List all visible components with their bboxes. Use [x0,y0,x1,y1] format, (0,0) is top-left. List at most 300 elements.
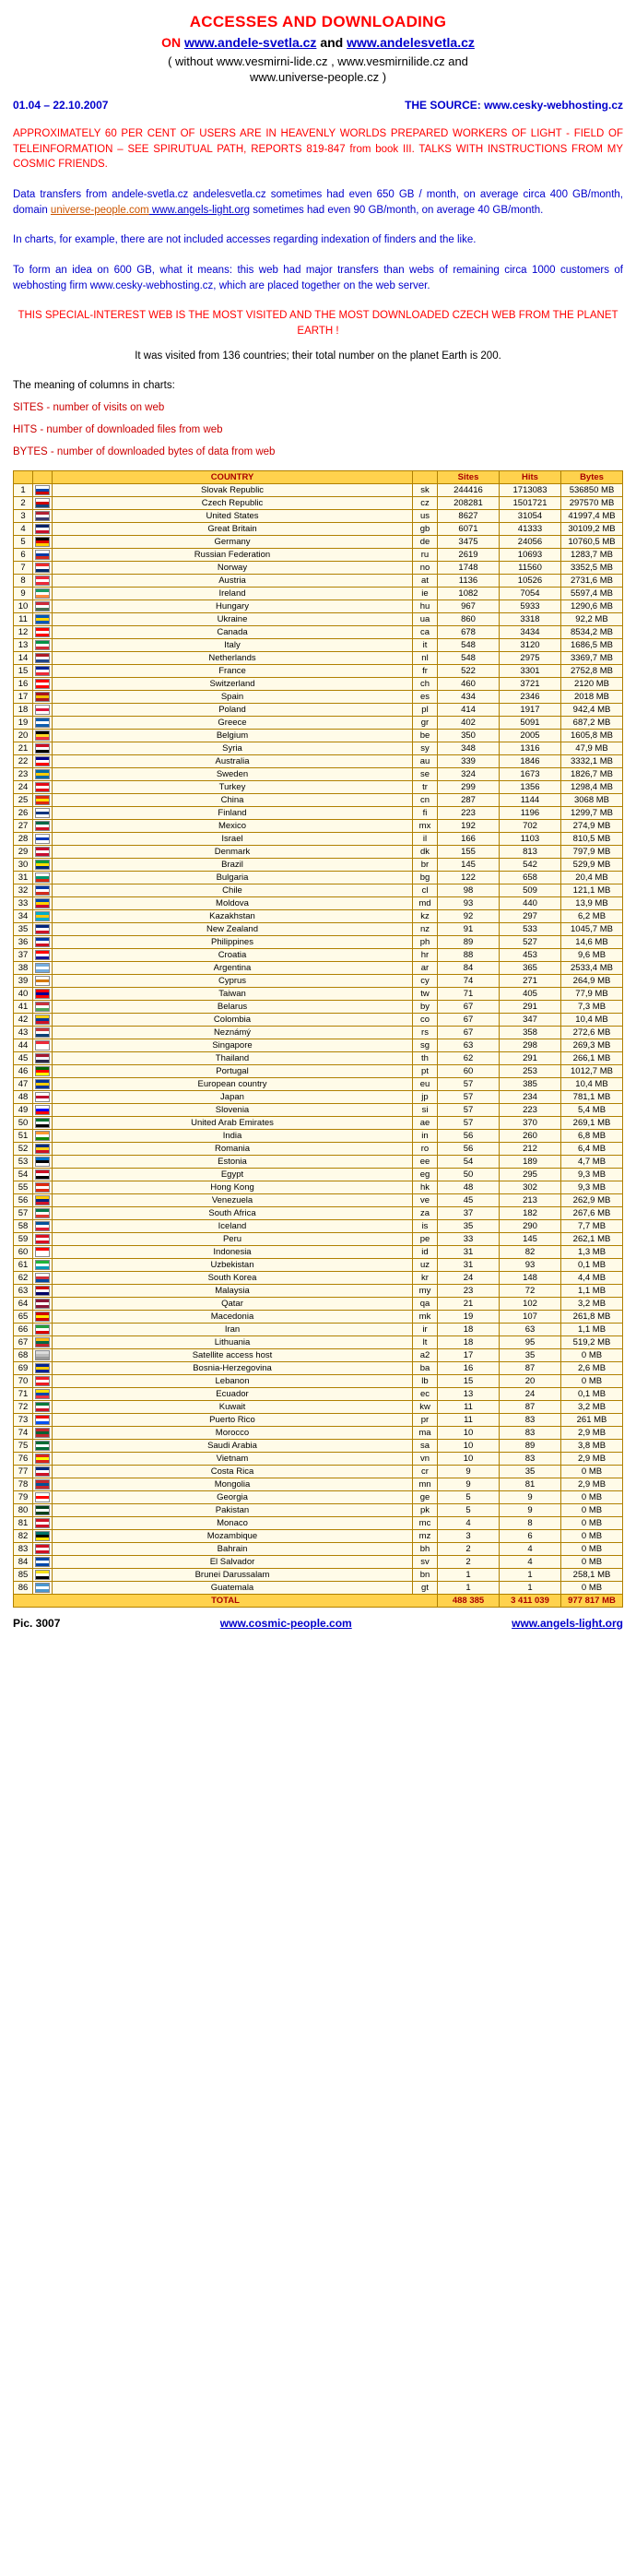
row-sites: 1 [438,1581,500,1594]
row-code: pe [413,1232,438,1245]
row-index: 69 [14,1361,33,1374]
row-sites: 287 [438,793,500,806]
row-hits: 212 [500,1142,561,1155]
row-hits: 297 [500,909,561,922]
row-bytes: 519,2 MB [561,1335,623,1348]
row-sites: 1082 [438,587,500,599]
row-hits: 145 [500,1232,561,1245]
table-row [14,987,623,1000]
row-sites: 16 [438,1361,500,1374]
row-hits: 5933 [500,599,561,612]
row-bytes: 261,8 MB [561,1310,623,1323]
row-hits: 253 [500,1064,561,1077]
row-country: Morocco [53,1426,413,1439]
row-country: Macedonia [53,1310,413,1323]
table-row [14,483,623,496]
row-hits: 260 [500,1129,561,1142]
row-index: 84 [14,1555,33,1568]
table-row [14,1361,623,1374]
row-index: 37 [14,948,33,961]
table-row [14,664,623,677]
table-row [14,1116,623,1129]
row-bytes: 1299,7 MB [561,806,623,819]
row-country: Egypt [53,1168,413,1181]
row-bytes: 1290,6 MB [561,599,623,612]
row-hits: 358 [500,1026,561,1039]
table-row [14,780,623,793]
link-andele-svetla[interactable]: www.andele-svetla.cz [184,35,317,50]
row-code: eu [413,1077,438,1090]
row-sites: 460 [438,677,500,690]
row-code: de [413,535,438,548]
row-index: 82 [14,1529,33,1542]
table-row [14,677,623,690]
row-code: at [413,574,438,587]
flag-icon [33,806,53,819]
link-andelesvetla[interactable]: www.andelesvetla.cz [347,35,475,50]
row-sites: 88 [438,948,500,961]
row-code: bn [413,1568,438,1581]
row-sites: 89 [438,935,500,948]
row-code: bg [413,871,438,884]
table-row [14,1490,623,1503]
row-bytes: 3,8 MB [561,1439,623,1452]
row-index: 26 [14,806,33,819]
row-code: tr [413,780,438,793]
row-sites: 24 [438,1271,500,1284]
row-bytes: 269,3 MB [561,1039,623,1051]
and-label: and [320,35,344,50]
row-hits: 87 [500,1400,561,1413]
without-line-1: ( without www.vesmirni-lide.cz , www.vesmirnilide.cz and [168,54,468,68]
row-bytes: 264,9 MB [561,974,623,987]
row-country: Iceland [53,1219,413,1232]
row-hits: 1 [500,1581,561,1594]
row-sites: 33 [438,1232,500,1245]
table-row [14,1323,623,1335]
row-code: fi [413,806,438,819]
row-bytes: 2731,6 MB [561,574,623,587]
flag-icon [33,1000,53,1013]
link-universe-people[interactable]: universe-people.com [50,204,149,216]
row-bytes: 0,1 MB [561,1258,623,1271]
row-bytes: 272,6 MB [561,1026,623,1039]
table-row [14,716,623,729]
row-index: 60 [14,1245,33,1258]
flag-icon [33,884,53,896]
row-code: co [413,1013,438,1026]
table-row [14,599,623,612]
row-bytes: 810,5 MB [561,832,623,845]
row-country: Bulgaria [53,871,413,884]
row-hits: 453 [500,948,561,961]
row-country: Mozambique [53,1529,413,1542]
row-sites: 348 [438,742,500,754]
table-row [14,922,623,935]
row-index: 54 [14,1168,33,1181]
table-row [14,703,623,716]
table-row [14,1155,623,1168]
row-hits: 189 [500,1155,561,1168]
row-bytes: 9,3 MB [561,1181,623,1193]
row-bytes: 267,6 MB [561,1206,623,1219]
table-row [14,1503,623,1516]
row-country: Japan [53,1090,413,1103]
row-index: 45 [14,1051,33,1064]
row-country: United Arab Emirates [53,1116,413,1129]
row-bytes: 2752,8 MB [561,664,623,677]
row-hits: 813 [500,845,561,858]
row-bytes: 1,3 MB [561,1245,623,1258]
row-index: 6 [14,548,33,561]
row-hits: 2975 [500,651,561,664]
row-bytes: 3369,7 MB [561,651,623,664]
row-hits: 20 [500,1374,561,1387]
row-bytes: 0 MB [561,1490,623,1503]
row-index: 41 [14,1000,33,1013]
row-hits: 72 [500,1284,561,1297]
flag-icon [33,1284,53,1297]
row-country: Portugal [53,1064,413,1077]
flag-icon [33,1568,53,1581]
flag-icon [33,1452,53,1465]
flag-icon [33,1297,53,1310]
row-country: Costa Rica [53,1465,413,1478]
row-code: cz [413,496,438,509]
flag-icon [33,742,53,754]
row-country: Chile [53,884,413,896]
row-index: 8 [14,574,33,587]
row-hits: 302 [500,1181,561,1193]
table-row [14,496,623,509]
row-index: 39 [14,974,33,987]
flag-icon [33,1310,53,1323]
row-bytes: 0 MB [561,1374,623,1387]
row-country: Ukraine [53,612,413,625]
row-index: 73 [14,1413,33,1426]
row-sites: 10 [438,1452,500,1465]
row-bytes: 0 MB [561,1542,623,1555]
row-index: 59 [14,1232,33,1245]
flag-icon [33,1064,53,1077]
row-sites: 2619 [438,548,500,561]
row-hits: 8 [500,1516,561,1529]
row-hits: 295 [500,1168,561,1181]
row-code: mc [413,1516,438,1529]
row-code: ee [413,1155,438,1168]
row-hits: 3434 [500,625,561,638]
table-row [14,845,623,858]
table-row [14,1310,623,1323]
row-index: 38 [14,961,33,974]
row-hits: 83 [500,1426,561,1439]
flag-icon [33,1090,53,1103]
source-label: THE SOURCE: www.cesky-webhosting.cz [405,99,623,112]
row-index: 29 [14,845,33,858]
row-country: Great Britain [53,522,413,535]
row-sites: 57 [438,1116,500,1129]
row-code: lb [413,1374,438,1387]
row-sites: 2 [438,1555,500,1568]
row-index: 78 [14,1478,33,1490]
row-country: South Korea [53,1271,413,1284]
table-row [14,729,623,742]
row-country: Cyprus [53,974,413,987]
row-index: 63 [14,1284,33,1297]
row-bytes: 0 MB [561,1465,623,1478]
row-bytes: 41997,4 MB [561,509,623,522]
row-country: Estonia [53,1155,413,1168]
row-index: 66 [14,1323,33,1335]
row-sites: 434 [438,690,500,703]
row-index: 43 [14,1026,33,1039]
row-hits: 271 [500,974,561,987]
th-country: COUNTRY [53,470,413,483]
flag-icon [33,1323,53,1335]
table-row [14,1348,623,1361]
table-row [14,625,623,638]
row-index: 28 [14,832,33,845]
row-code: au [413,754,438,767]
row-index: 21 [14,742,33,754]
row-hits: 31054 [500,509,561,522]
row-code: it [413,638,438,651]
row-bytes: 7,7 MB [561,1219,623,1232]
date-range: 01.04 – 22.10.2007 [13,99,109,112]
row-hits: 35 [500,1348,561,1361]
row-sites: 1 [438,1568,500,1581]
row-hits: 347 [500,1013,561,1026]
row-sites: 71 [438,987,500,1000]
row-code: is [413,1219,438,1232]
flag-icon [33,1026,53,1039]
table-row [14,1426,623,1439]
row-index: 24 [14,780,33,793]
footer-link-cosmic-people[interactable]: www.cosmic-people.com [219,1616,352,1630]
table-row [14,1284,623,1297]
flag-icon [33,1542,53,1555]
row-bytes: 781,1 MB [561,1090,623,1103]
row-index: 48 [14,1090,33,1103]
row-hits: 3318 [500,612,561,625]
row-code: vn [413,1452,438,1465]
table-row [14,806,623,819]
flag-icon [33,1232,53,1245]
table-row [14,561,623,574]
table-row [14,1142,623,1155]
row-sites: 31 [438,1245,500,1258]
row-code: br [413,858,438,871]
row-hits: 148 [500,1271,561,1284]
row-country: Vietnam [53,1452,413,1465]
row-bytes: 536850 MB [561,483,623,496]
row-index: 7 [14,561,33,574]
table-row [14,1245,623,1258]
row-sites: 35 [438,1219,500,1232]
table-row [14,651,623,664]
row-code: be [413,729,438,742]
row-hits: 440 [500,896,561,909]
flag-icon [33,1219,53,1232]
picture-number: Pic. 3007 [13,1616,61,1630]
table-row [14,1452,623,1465]
row-hits: 1 [500,1568,561,1581]
row-sites: 18 [438,1335,500,1348]
row-bytes: 1,1 MB [561,1284,623,1297]
row-country: Malaysia [53,1284,413,1297]
row-country: Brazil [53,858,413,871]
row-code: ro [413,1142,438,1155]
row-country: Italy [53,638,413,651]
row-code: th [413,1051,438,1064]
flag-icon [33,754,53,767]
row-code: pr [413,1413,438,1426]
table-row [14,1181,623,1193]
row-bytes: 297570 MB [561,496,623,509]
row-code: ve [413,1193,438,1206]
row-bytes: 3,2 MB [561,1297,623,1310]
row-sites: 21 [438,1297,500,1310]
row-index: 83 [14,1542,33,1555]
row-hits: 1356 [500,780,561,793]
row-bytes: 5597,4 MB [561,587,623,599]
page-footer [13,1617,623,1630]
row-sites: 9 [438,1465,500,1478]
row-code: se [413,767,438,780]
row-bytes: 2,6 MB [561,1361,623,1374]
row-bytes: 261 MB [561,1413,623,1426]
table-row [14,819,623,832]
row-country: Lithuania [53,1335,413,1348]
flag-icon [33,780,53,793]
table-row [14,1478,623,1490]
row-sites: 244416 [438,483,500,496]
row-index: 2 [14,496,33,509]
flag-icon [33,1361,53,1374]
row-sites: 37 [438,1206,500,1219]
row-index: 62 [14,1271,33,1284]
row-sites: 84 [438,961,500,974]
row-hits: 182 [500,1206,561,1219]
row-index: 61 [14,1258,33,1271]
table-row [14,509,623,522]
table-row [14,1051,623,1064]
row-hits: 658 [500,871,561,884]
row-sites: 350 [438,729,500,742]
flag-icon [33,845,53,858]
flag-icon [33,1439,53,1452]
row-sites: 50 [438,1168,500,1181]
row-country: Mexico [53,819,413,832]
flag-icon [33,1374,53,1387]
row-hits: 365 [500,961,561,974]
table-row [14,935,623,948]
row-index: 56 [14,1193,33,1206]
row-hits: 1501721 [500,496,561,509]
flag-icon [33,677,53,690]
row-index: 34 [14,909,33,922]
flag-icon [33,1348,53,1361]
row-code: rs [413,1026,438,1039]
row-index: 31 [14,871,33,884]
row-bytes: 14,6 MB [561,935,623,948]
table-body [14,483,623,1594]
row-hits: 213 [500,1193,561,1206]
row-bytes: 0,1 MB [561,1387,623,1400]
row-bytes: 529,9 MB [561,858,623,871]
flag-icon [33,483,53,496]
row-index: 67 [14,1335,33,1348]
row-bytes: 1298,4 MB [561,780,623,793]
row-bytes: 10760,5 MB [561,535,623,548]
row-sites: 10 [438,1426,500,1439]
table-row [14,1206,623,1219]
row-sites: 31 [438,1258,500,1271]
row-hits: 1144 [500,793,561,806]
table-row [14,948,623,961]
row-hits: 298 [500,1039,561,1051]
row-index: 16 [14,677,33,690]
flag-icon [33,703,53,716]
row-country: Bosnia-Herzegovina [53,1361,413,1374]
flag-icon [33,832,53,845]
row-sites: 3 [438,1529,500,1542]
paragraph-transfers [13,187,623,218]
row-index: 65 [14,1310,33,1323]
row-index: 27 [14,819,33,832]
flag-icon [33,1503,53,1516]
table-row [14,1271,623,1284]
row-index: 80 [14,1503,33,1516]
flag-icon [33,716,53,729]
row-sites: 122 [438,871,500,884]
row-index: 36 [14,935,33,948]
link-angels-light[interactable]: www.angels-light.org [148,204,250,216]
row-country: Greece [53,716,413,729]
row-country: Australia [53,754,413,767]
row-country: Guatemala [53,1581,413,1594]
row-country: Czech Republic [53,496,413,509]
table-row [14,1168,623,1181]
row-country: Kazakhstan [53,909,413,922]
row-sites: 67 [438,1000,500,1013]
meaning-intro: The meaning of columns in charts: [13,379,175,391]
row-bytes: 2,9 MB [561,1478,623,1490]
row-hits: 24056 [500,535,561,548]
row-code: ua [413,612,438,625]
row-bytes: 4,4 MB [561,1271,623,1284]
row-sites: 56 [438,1129,500,1142]
row-sites: 48 [438,1181,500,1193]
flag-icon [33,1155,53,1168]
table-row [14,1000,623,1013]
row-code: hr [413,948,438,961]
row-hits: 5091 [500,716,561,729]
row-sites: 57 [438,1090,500,1103]
row-index: 35 [14,922,33,935]
row-index: 71 [14,1387,33,1400]
flag-icon [33,1129,53,1142]
table-row [14,612,623,625]
row-hits: 102 [500,1297,561,1310]
row-country: Monaco [53,1516,413,1529]
row-hits: 24 [500,1387,561,1400]
flag-icon [33,1245,53,1258]
flag-icon [33,638,53,651]
row-code: cn [413,793,438,806]
total-hits: 3 411 039 [500,1594,561,1607]
footer-link-angels-light[interactable]: www.angels-light.org [512,1616,623,1630]
